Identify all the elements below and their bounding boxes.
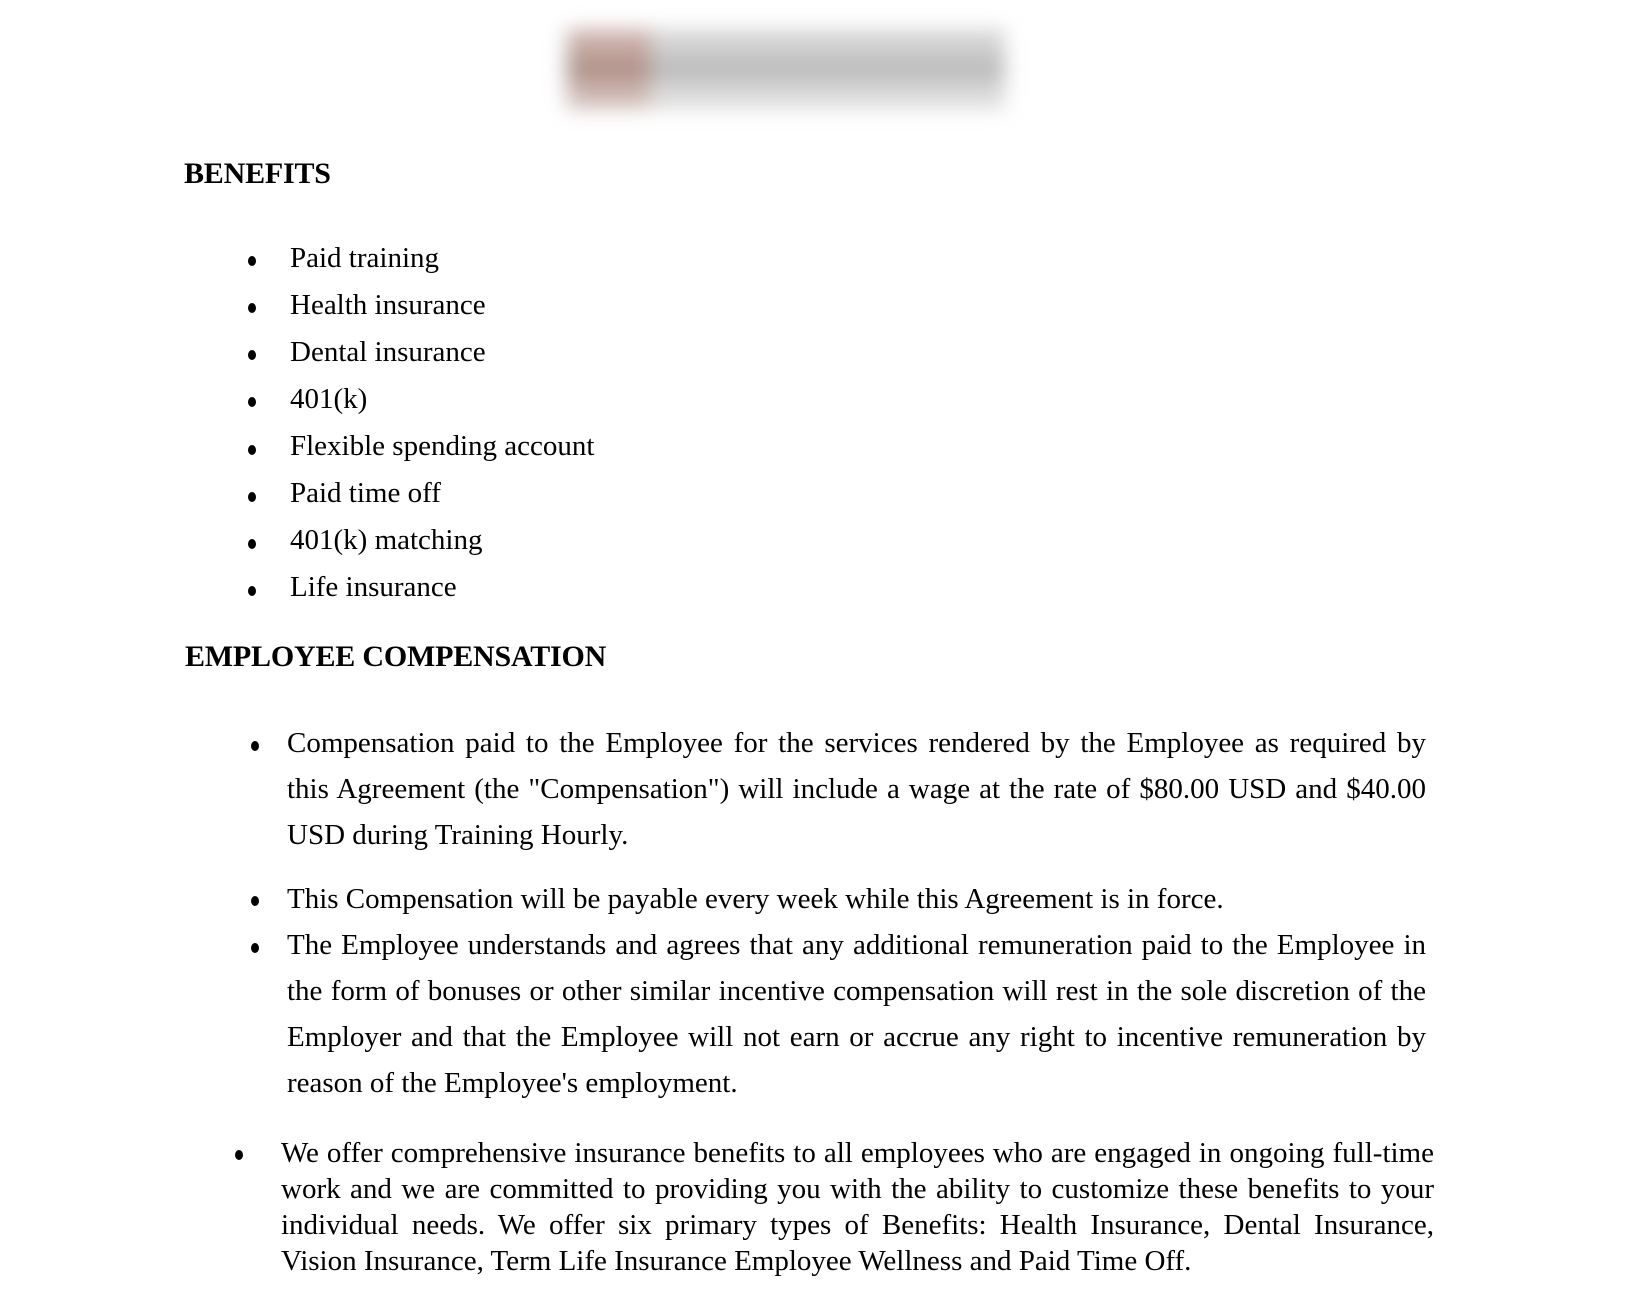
bullet-icon: [251, 896, 259, 906]
compensation-paragraph: The Employee understands and agrees that any additional remuneration paid to the Employee in the form of bonuses or other similar incentive compensation will rest in the sole discretion of the Employer and that the Employee will not earn or accrue any right to incentive remuneration by reason of the Employee's employment.: [287, 929, 1426, 1099]
benefit-label: Paid training: [290, 242, 440, 274]
bullet-icon: [251, 741, 259, 751]
section-heading-benefits: BENEFITS: [184, 157, 331, 190]
company-logo-redacted: [545, 0, 1045, 150]
bullet-icon: [248, 256, 256, 266]
bullet-icon: [248, 397, 256, 407]
bullet-icon: [248, 445, 256, 455]
compensation-paragraph: Compensation paid to the Employee for the services rendered by the Employee as required by this Agreement (the "Compensation") will include a wage at the rate of $80.00 USD and $40.00 USD during Training Hourly.: [287, 727, 1426, 851]
benefit-label: Paid time off: [290, 477, 441, 509]
bullet-icon: [235, 1150, 243, 1160]
bullet-icon: [248, 539, 256, 549]
bullet-icon: [251, 943, 259, 953]
benefit-label: Dental insurance: [290, 336, 486, 368]
bullet-icon: [248, 492, 256, 502]
bullet-icon: [248, 586, 256, 596]
benefit-label: Health insurance: [290, 289, 486, 321]
section-heading-employee-compensation: EMPLOYEE COMPENSATION: [185, 640, 607, 673]
compensation-paragraph: This Compensation will be payable every week while this Agreement is in force.: [287, 883, 1224, 915]
bullet-icon: [248, 303, 256, 313]
bullet-icon: [248, 350, 256, 360]
insurance-paragraph: We offer comprehensive insurance benefits to all employees who are engaged in ongoing full-time work and we are committed to providing you with the ability to customize these benefits to your individual needs. We offer six primary types of Benefits: Health Insurance, Dental Insurance, Vision Insurance, Term Life Insurance Employee Wellness and Paid Time Off.: [281, 1137, 1434, 1277]
benefit-label: Flexible spending account: [290, 430, 595, 462]
benefit-label: 401(k): [290, 383, 368, 415]
benefit-label: Life insurance: [290, 571, 457, 603]
benefit-label: 401(k) matching: [290, 524, 483, 556]
